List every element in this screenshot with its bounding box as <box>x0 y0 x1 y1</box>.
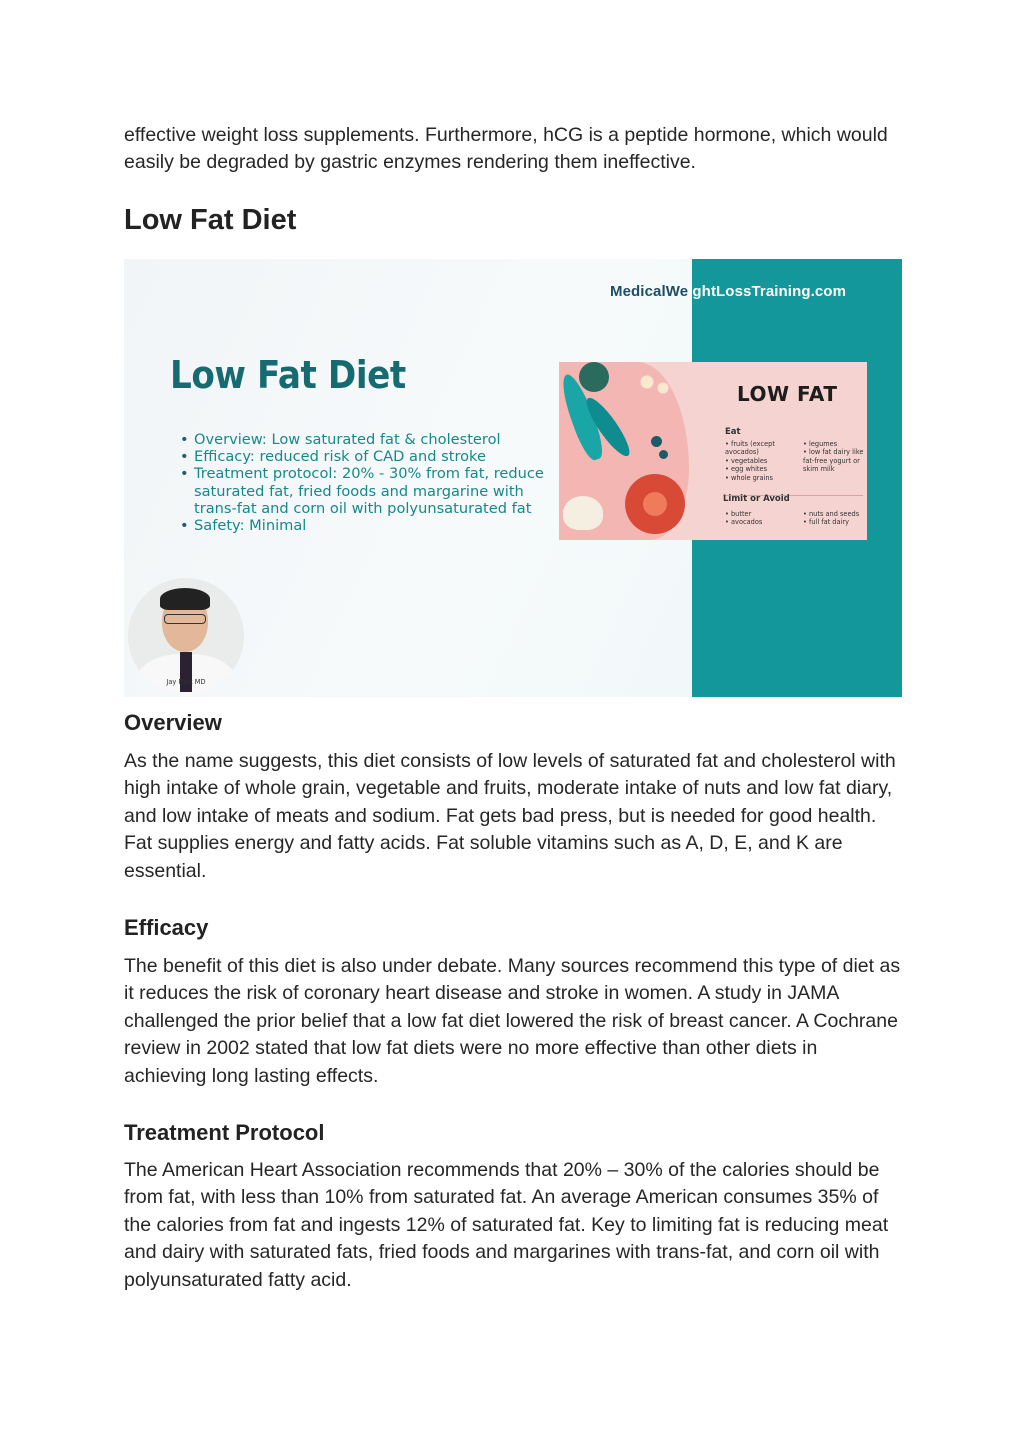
eat-list-2 <box>803 440 867 474</box>
avatar-caption: Jay Park MD <box>166 678 206 686</box>
list-item: • avocados <box>725 518 795 526</box>
overview-heading: Overview <box>124 710 222 735</box>
slide-bullets <box>180 431 564 534</box>
avatar-tie <box>180 652 192 692</box>
bowl-icon <box>563 496 603 530</box>
glasses-icon <box>164 614 206 624</box>
avatar <box>128 578 244 694</box>
berry-icon <box>659 450 668 459</box>
list-item: • egg whites <box>725 465 797 473</box>
low-fat-card <box>559 362 867 540</box>
slide-bullet: • Overview: Low saturated fat & cholesterol <box>194 431 564 448</box>
avatar-hair <box>160 588 210 610</box>
tomato-icon <box>625 474 685 534</box>
efficacy-heading: Efficacy <box>124 915 209 940</box>
list-item: • low fat dairy like fat-free yogurt or skim milk <box>803 448 867 473</box>
limit-list-2 <box>803 510 867 527</box>
site-url-part1: MedicalWe <box>610 283 689 300</box>
slide-title: Low Fat Diet <box>170 353 406 397</box>
eat-list-1 <box>725 440 797 482</box>
slide-bullet: • Safety: Minimal <box>194 517 564 534</box>
eat-label: Eat <box>725 427 741 437</box>
intro-paragraph: effective weight loss supplements. Furthermore, hCG is a peptide hormone, which would easily be degraded by gastric enzymes rendering them ineffective. <box>124 124 888 174</box>
site-url <box>610 283 846 300</box>
berry-icon <box>651 436 662 447</box>
broccoli-icon <box>579 362 609 392</box>
slide-bullet: • Efficacy: reduced risk of CAD and stroke <box>194 448 564 465</box>
limit-label: Limit or Avoid <box>723 494 790 504</box>
list-item: • whole grains <box>725 474 797 482</box>
treatment-paragraph: The American Heart Association recommends that 20% – 30% of the calories should be from fat, with less than 10% from saturated fat. An average American consumes 35% of the calories from fat and ingests 12% of saturated fat. Key to limiting fat is reducing meat and dairy with saturated fats, fried foods and margarines with trans-fat, and corn oil with polyunsaturated fatty acid. <box>124 1159 889 1291</box>
list-item: • fruits (except avocados) <box>725 440 797 457</box>
card-heading: LOW FAT <box>737 382 838 406</box>
overview-paragraph: As the name suggests, this diet consists of low levels of saturated fat and cholesterol with high intake of whole grain, vegetable and fruits, moderate intake of nuts and low fat diary, and low intake of meats and sodium. Fat gets bad press, but is needed for good health. Fat supplies energy and fatty acids. Fat soluble vitamins such as A, D, E, and K are essential. <box>124 750 896 882</box>
limit-list-1 <box>725 510 795 527</box>
list-item: • vegetables <box>725 457 797 465</box>
site-url-part2: ightLossTraining.com <box>688 283 847 300</box>
list-item: • full fat dairy <box>803 518 867 526</box>
list-item: • nuts and seeds <box>803 510 867 518</box>
section-title: Low Fat Diet <box>124 204 297 236</box>
efficacy-paragraph: The benefit of this diet is also under debate. Many sources recommend this type of diet as it reduces the risk of coronary heart disease and stroke in women. A study in JAMA challenged the prior belief that a low fat diet lowered the risk of breast cancer. A Cochrane review in 2002 stated that low fat diets were no more effective than other diets in achieving long lasting effects. <box>124 955 901 1087</box>
treatment-heading: Treatment Protocol <box>124 1120 325 1145</box>
slide-bullet: • Treatment protocol: 20% - 30% from fat, reduce saturated fat, fried foods and margarine with trans-fat and corn oil with polyunsaturated fat <box>194 465 564 517</box>
slide-image <box>124 259 902 697</box>
list-item: • legumes <box>803 440 867 448</box>
list-item: • butter <box>725 510 795 518</box>
oats-icon <box>635 370 675 400</box>
